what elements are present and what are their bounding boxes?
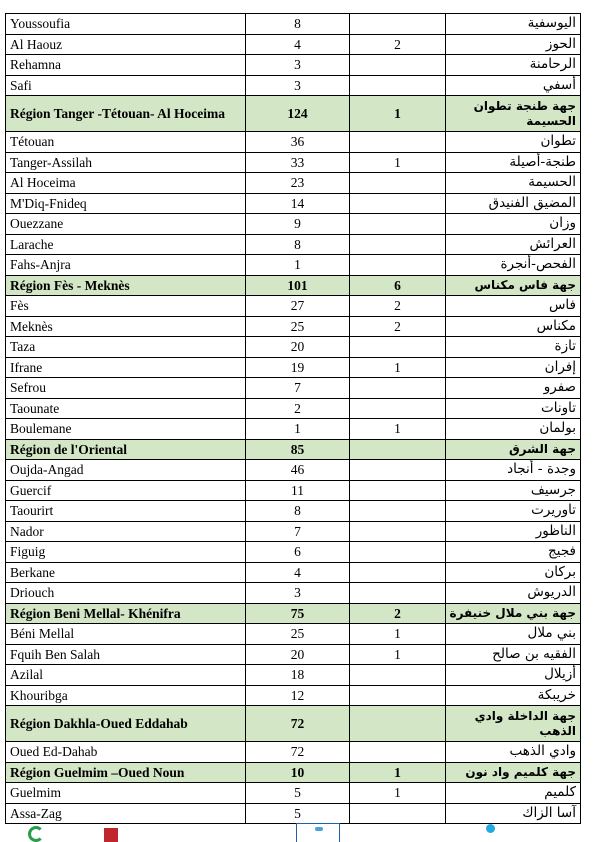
count-col-1: 23 — [246, 173, 350, 194]
province-name-ar: تطوان — [446, 132, 581, 153]
count-col-2 — [350, 583, 446, 604]
count-col-1: 20 — [246, 337, 350, 358]
province-name-ar: بركان — [446, 562, 581, 583]
count-col-2 — [350, 521, 446, 542]
province-name-fr: Fès — [6, 296, 246, 317]
count-col-2: 1 — [350, 762, 446, 783]
table-row — [6, 132, 581, 153]
province-name-ar: وجدة - أنجاد — [446, 460, 581, 481]
count-col-2 — [350, 214, 446, 235]
count-col-2 — [350, 803, 446, 824]
count-col-2: 2 — [350, 603, 446, 624]
province-name-ar: وزان — [446, 214, 581, 235]
province-name-fr: Taza — [6, 337, 246, 358]
partner-logo-center — [296, 823, 340, 842]
table-row — [6, 501, 581, 522]
table-row — [6, 214, 581, 235]
region-row — [6, 439, 581, 460]
province-name-fr: Tétouan — [6, 132, 246, 153]
table-row — [6, 55, 581, 76]
province-name-ar: الناظور — [446, 521, 581, 542]
count-col-1: 5 — [246, 783, 350, 804]
count-col-1: 3 — [246, 55, 350, 76]
province-name-fr: Guercif — [6, 480, 246, 501]
count-col-1: 5 — [246, 803, 350, 824]
count-col-2 — [350, 685, 446, 706]
count-col-2: 1 — [350, 624, 446, 645]
count-col-1: 85 — [246, 439, 350, 460]
count-col-1: 20 — [246, 644, 350, 665]
table-row — [6, 193, 581, 214]
province-name-ar: فجيج — [446, 542, 581, 563]
province-name-fr: Driouch — [6, 583, 246, 604]
table-row — [6, 562, 581, 583]
province-name-ar: مكناس — [446, 316, 581, 337]
province-name-fr: Figuig — [6, 542, 246, 563]
region-row — [6, 603, 581, 624]
province-name-ar: الحسيمة — [446, 173, 581, 194]
partner-logo-left — [28, 824, 123, 842]
province-name-ar: صفرو — [446, 378, 581, 399]
province-name-fr: Oued Ed-Dahab — [6, 742, 246, 763]
province-name-ar: الدريوش — [446, 583, 581, 604]
count-col-2 — [350, 665, 446, 686]
region-row — [6, 96, 581, 132]
count-col-2: 6 — [350, 275, 446, 296]
province-name-fr: Nador — [6, 521, 246, 542]
province-name-fr: Guelmim — [6, 783, 246, 804]
count-col-2 — [350, 501, 446, 522]
table-row — [6, 378, 581, 399]
count-col-1: 8 — [246, 234, 350, 255]
count-col-1: 14 — [246, 193, 350, 214]
count-col-1: 72 — [246, 706, 350, 742]
table-row — [6, 624, 581, 645]
count-col-1: 46 — [246, 460, 350, 481]
count-col-1: 10 — [246, 762, 350, 783]
statistics-table-body — [6, 14, 581, 824]
table-row — [6, 783, 581, 804]
count-col-2 — [350, 173, 446, 194]
count-col-1: 2 — [246, 398, 350, 419]
province-name-ar: اليوسفية — [446, 14, 581, 35]
province-name-ar: الرحامنة — [446, 55, 581, 76]
province-name-ar: جهة فاس مكناس — [446, 275, 581, 296]
count-col-2: 1 — [350, 152, 446, 173]
table-row — [6, 337, 581, 358]
province-name-fr: Meknès — [6, 316, 246, 337]
table-row — [6, 255, 581, 276]
province-name-fr: Région de l'Oriental — [6, 439, 246, 460]
count-col-1: 101 — [246, 275, 350, 296]
count-col-2 — [350, 255, 446, 276]
count-col-1: 19 — [246, 357, 350, 378]
count-col-2 — [350, 460, 446, 481]
province-name-fr: Taounate — [6, 398, 246, 419]
province-name-ar: تاونات — [446, 398, 581, 419]
province-name-ar: جهة طنجة تطوان الحسيمة — [446, 96, 581, 132]
province-name-fr: Khouribga — [6, 685, 246, 706]
count-col-1: 27 — [246, 296, 350, 317]
table-row — [6, 583, 581, 604]
province-name-ar: جرسيف — [446, 480, 581, 501]
province-name-ar: بني ملال — [446, 624, 581, 645]
count-col-2: 1 — [350, 357, 446, 378]
count-col-1: 7 — [246, 378, 350, 399]
logo-ball-icon — [486, 824, 495, 833]
province-name-ar: الفقيه بن صالح — [446, 644, 581, 665]
region-row — [6, 706, 581, 742]
count-col-2 — [350, 480, 446, 501]
province-name-ar: كلميم — [446, 783, 581, 804]
province-name-fr: Youssoufia — [6, 14, 246, 35]
count-col-2 — [350, 378, 446, 399]
table-row — [6, 75, 581, 96]
count-col-1: 12 — [246, 685, 350, 706]
province-name-ar: أسفي — [446, 75, 581, 96]
province-name-fr: Ouezzane — [6, 214, 246, 235]
count-col-2: 1 — [350, 419, 446, 440]
count-col-2 — [350, 14, 446, 35]
province-name-ar: جهة الشرق — [446, 439, 581, 460]
province-name-ar: بولمان — [446, 419, 581, 440]
province-name-ar: جهة بني ملال خنيفرة — [446, 603, 581, 624]
province-name-fr: Azilal — [6, 665, 246, 686]
province-name-fr: Béni Mellal — [6, 624, 246, 645]
table-row — [6, 542, 581, 563]
province-name-ar: تاوريرت — [446, 501, 581, 522]
count-col-1: 25 — [246, 624, 350, 645]
count-col-2 — [350, 75, 446, 96]
count-col-2 — [350, 742, 446, 763]
province-name-fr: Larache — [6, 234, 246, 255]
province-name-fr: Rehamna — [6, 55, 246, 76]
count-col-1: 8 — [246, 501, 350, 522]
province-name-fr: Taourirt — [6, 501, 246, 522]
table-row — [6, 234, 581, 255]
count-col-2: 1 — [350, 783, 446, 804]
province-name-fr: Berkane — [6, 562, 246, 583]
table-row — [6, 316, 581, 337]
count-col-2: 2 — [350, 34, 446, 55]
count-col-1: 1 — [246, 419, 350, 440]
province-name-ar: الفحص-أنجرة — [446, 255, 581, 276]
count-col-1: 4 — [246, 34, 350, 55]
province-name-ar: المضيق الفنيدق — [446, 193, 581, 214]
count-col-2 — [350, 234, 446, 255]
region-row — [6, 275, 581, 296]
province-name-fr: Safi — [6, 75, 246, 96]
province-name-fr: M'Diq-Fnideq — [6, 193, 246, 214]
province-name-fr: Tanger-Assilah — [6, 152, 246, 173]
province-name-ar: أزيلال — [446, 665, 581, 686]
province-name-fr: Boulemane — [6, 419, 246, 440]
count-col-2 — [350, 439, 446, 460]
table-row — [6, 419, 581, 440]
province-name-ar: آسا الزاك — [446, 803, 581, 824]
count-col-1: 36 — [246, 132, 350, 153]
count-col-1: 3 — [246, 583, 350, 604]
table-row — [6, 521, 581, 542]
count-col-1: 9 — [246, 214, 350, 235]
count-col-2 — [350, 562, 446, 583]
table-row — [6, 480, 581, 501]
count-col-2 — [350, 193, 446, 214]
logo-dot-icon — [315, 827, 323, 831]
table-row — [6, 644, 581, 665]
table-row — [6, 152, 581, 173]
count-col-2 — [350, 337, 446, 358]
count-col-2: 1 — [350, 96, 446, 132]
province-name-ar: تازة — [446, 337, 581, 358]
province-name-ar: خريبكة — [446, 685, 581, 706]
province-name-fr: Région Tanger -Tétouan- Al Hoceima — [6, 96, 246, 132]
count-col-1: 8 — [246, 14, 350, 35]
province-name-fr: Oujda-Angad — [6, 460, 246, 481]
province-name-ar: طنجة-أصيلة — [446, 152, 581, 173]
count-col-2 — [350, 132, 446, 153]
province-name-fr: Région Dakhla-Oued Eddahab — [6, 706, 246, 742]
province-name-ar: وادي الذهب — [446, 742, 581, 763]
province-name-ar: إفران — [446, 357, 581, 378]
count-col-2 — [350, 398, 446, 419]
province-name-fr: Ifrane — [6, 357, 246, 378]
table-row — [6, 685, 581, 706]
statistics-table — [5, 13, 581, 824]
province-name-fr: Assa-Zag — [6, 803, 246, 824]
table-row — [6, 34, 581, 55]
province-name-fr: Région Beni Mellal- Khénifra — [6, 603, 246, 624]
province-name-ar: فاس — [446, 296, 581, 317]
province-name-ar: العرائش — [446, 234, 581, 255]
count-col-1: 18 — [246, 665, 350, 686]
count-col-1: 75 — [246, 603, 350, 624]
table-row — [6, 173, 581, 194]
count-col-2: 1 — [350, 644, 446, 665]
count-col-1: 7 — [246, 521, 350, 542]
count-col-2 — [350, 706, 446, 742]
province-name-fr: Al Haouz — [6, 34, 246, 55]
count-col-2 — [350, 55, 446, 76]
count-col-1: 11 — [246, 480, 350, 501]
count-col-1: 25 — [246, 316, 350, 337]
table-row — [6, 665, 581, 686]
province-name-fr: Fquih Ben Salah — [6, 644, 246, 665]
count-col-2: 2 — [350, 296, 446, 317]
logo-arc-icon — [28, 826, 44, 842]
count-col-2: 2 — [350, 316, 446, 337]
count-col-1: 4 — [246, 562, 350, 583]
count-col-1: 33 — [246, 152, 350, 173]
table-row — [6, 14, 581, 35]
province-name-fr: Fahs-Anjra — [6, 255, 246, 276]
region-row — [6, 762, 581, 783]
count-col-1: 1 — [246, 255, 350, 276]
footer-logos — [0, 822, 603, 842]
province-name-fr: Al Hoceima — [6, 173, 246, 194]
count-col-1: 124 — [246, 96, 350, 132]
province-name-fr: Sefrou — [6, 378, 246, 399]
province-name-ar: الحوز — [446, 34, 581, 55]
table-row — [6, 357, 581, 378]
count-col-1: 6 — [246, 542, 350, 563]
count-col-1: 3 — [246, 75, 350, 96]
table-row — [6, 803, 581, 824]
province-name-ar: جهة كلميم واد نون — [446, 762, 581, 783]
count-col-1: 72 — [246, 742, 350, 763]
province-name-ar: جهة الداخلة وادي الذهب — [446, 706, 581, 742]
province-name-fr: Région Fès - Meknès — [6, 275, 246, 296]
count-col-2 — [350, 542, 446, 563]
table-row — [6, 398, 581, 419]
delm-logo-right — [476, 824, 536, 842]
logo-bar-icon — [104, 828, 118, 842]
table-row — [6, 460, 581, 481]
table-row — [6, 296, 581, 317]
table-row — [6, 742, 581, 763]
province-name-fr: Région Guelmim –Oued Noun — [6, 762, 246, 783]
